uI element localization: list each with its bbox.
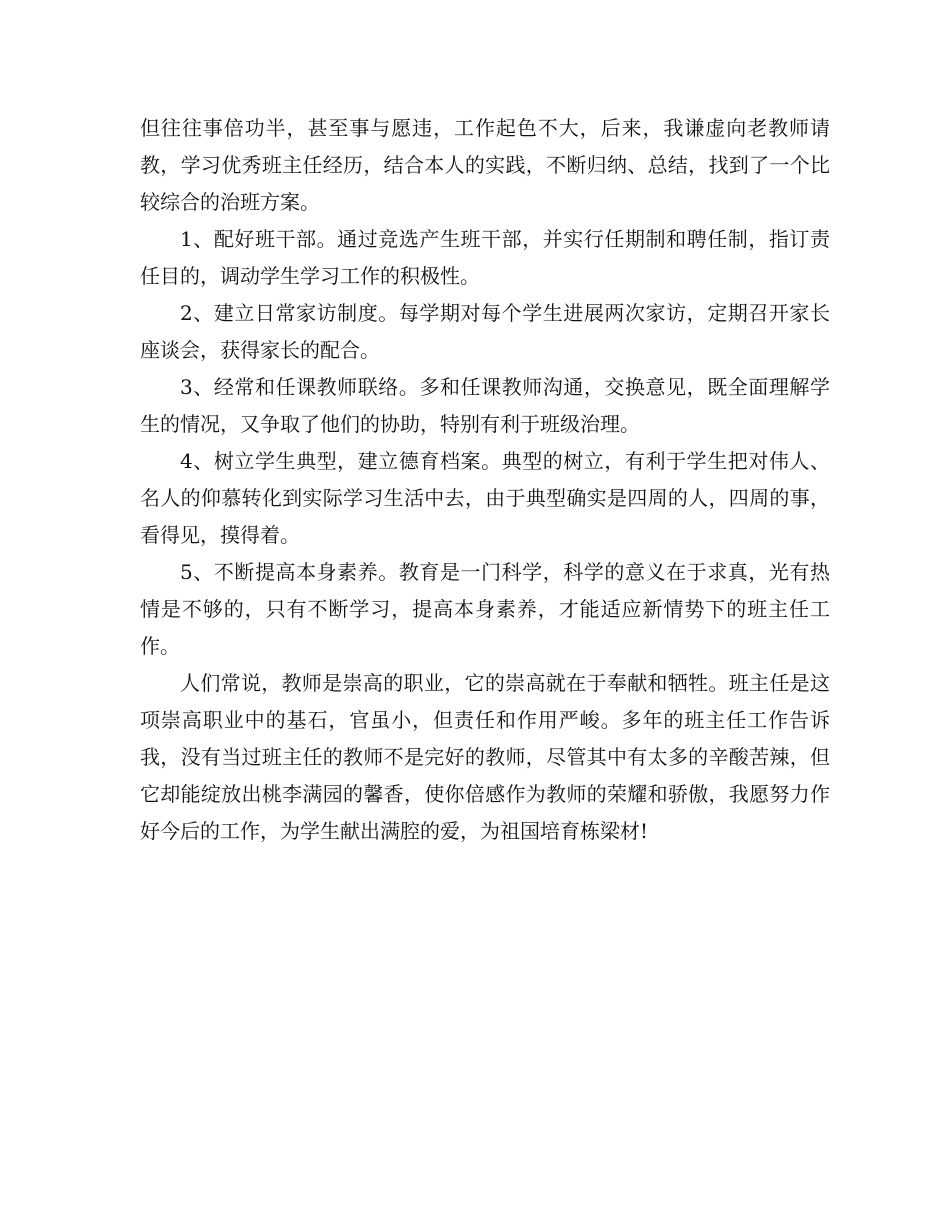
paragraph-item-4: 4、树立学生典型，建立德育档案。典型的树立，有利于学生把对伟人、名人的仰慕转化到实际学习生活中去，由于典型确实是四周的人，四周的事，看得见，摸得着。 (140, 449, 830, 547)
paragraph-item-3: 3、经常和任课教师联络。多和任课教师沟通，交换意见，既全面理解学生的情况，又争取了他们的协助，特别有利于班级治理。 (140, 375, 830, 436)
paragraph-intro-continuation: 但往往事倍功半，甚至事与愿违，工作起色不大，后来，我谦虚向老教师请教，学习优秀班主任经历，结合本人的实践，不断归纳、总结，找到了一个比较综合的治班方案。 (140, 116, 830, 214)
paragraph-item-5: 5、不断提高本身素养。教育是一门科学，科学的意义在于求真，光有热情是不够的，只有不断学习，提高本身素养，才能适应新情势下的班主任工作。 (140, 560, 830, 658)
paragraph-conclusion: 人们常说，教师是崇高的职业，它的崇高就在于奉献和牺牲。班主任是这项崇高职业中的基石，官虽小，但责任和作用严峻。多年的班主任工作告诉我，没有当过班主任的教师不是完好的教师，尽管其中有太多的辛酸苦辣，但它却能绽放出桃李满园的馨香，使你倍感作为教师的荣耀和骄傲，我愿努力作好今后的工作，为学生献出满腔的爱，为祖国培育栋梁材! (140, 671, 830, 843)
document-body (140, 110, 830, 850)
paragraph-item-2: 2、建立日常家访制度。每学期对每个学生进展两次家访，定期召开家长座谈会，获得家长的配合。 (140, 301, 830, 362)
paragraph-item-1: 1、配好班干部。通过竞选产生班干部，并实行任期制和聘任制，指订责任目的，调动学生学习工作的积极性。 (140, 227, 830, 288)
